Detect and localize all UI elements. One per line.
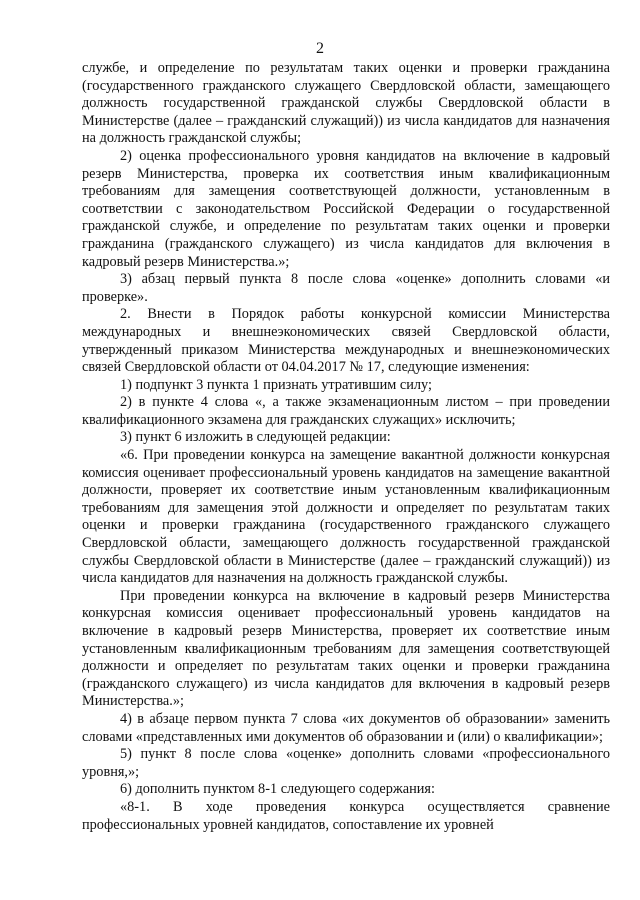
paragraph-continuation: службе, и определение по результатам таких оценки и проверки гражданина (государственного гражданского служащего Свердловской области, замещающего должность государственной гражданской службы Свердловской области в Министерстве (далее – гражданский служащий)) из числа кандидатов для назначения на должность гражданской службы; xyxy=(82,60,610,147)
paragraph-subitem-2: 2) в пункте 4 слова «, а также экзаменационным листом – при проведении квалификационного экзамена для гражданских служащих» исключить; xyxy=(82,394,610,428)
page-number: 2 xyxy=(316,40,324,57)
paragraph-subitem-1: 1) подпункт 3 пункта 1 признать утратившим силу; xyxy=(120,376,432,393)
paragraph-subitem-3: 3) пункт 6 изложить в следующей редакции: xyxy=(120,429,391,446)
paragraph-subitem-5: 5) пункт 8 после слова «оценке» дополнить словами «профессионального уровня,»; xyxy=(82,746,610,780)
document-body xyxy=(82,60,610,834)
paragraph-reserve-competition: При проведении конкурса на включение в кадровый резерв Министерства конкурсная комиссия оценивает профессиональный уровень кандидатов на включение в кадровый резерв Министерства, проверяет их соответствие иным установленным квалификационным требованиям для замещения соответствующей должности и определяет по результатам таких оценки и проверки гражданина (гражданского служащего) из числа кандидатов для включения в кадровый резерв Министерства.»; xyxy=(82,587,610,710)
paragraph-item-2-assessment: 2) оценка профессионального уровня кандидатов на включение в кадровый резерв Министерства, проверка их соответствия иным квалификационным требованиям для замещения соответствующей должности, установленным в соответствии с законодательством Российской Федерации о государственной гражданской службе, и определение по результатам таких оценки и проверки гражданина (гражданского служащего) из числа кандидатов для включения в кадровый резерв Министерства.»; xyxy=(82,147,610,270)
paragraph-subitem-6: 6) дополнить пунктом 8-1 следующего содержания: xyxy=(120,781,435,798)
paragraph-section-2: 2. Внести в Порядок работы конкурсной комиссии Министерства международных и внешнеэкономических связей Свердловской области, утвержденный приказом Министерства международных и внешнеэкономических связей Свердловской области от 04.04.2017 № 17, следующие изменения: xyxy=(82,306,610,376)
paragraph-item-3-amendment: 3) абзац первый пункта 8 после слова «оценке» дополнить словами «и проверке». xyxy=(82,271,610,305)
paragraph-point-8-1: «8-1. В ходе проведения конкурса осуществляется сравнение профессиональных уровней кандидатов, сопоставление их уровней xyxy=(82,798,610,833)
paragraph-subitem-4: 4) в абзаце первом пункта 7 слова «их документов об образовании» заменить словами «представленных ими документов об образовании и (или) о квалификации»; xyxy=(82,710,610,745)
paragraph-point-6-text: «6. При проведении конкурса на замещение вакантной должности конкурсная комиссия оценивает профессиональный уровень кандидатов на замещение вакантной должности, проверяет их соответствие иным установленным квалификационным требованиям для замещения этой должности и определяет по результатам таких оценки и проверки гражданина (государственного гражданского служащего Свердловской области, замещающего должность государственной гражданской службы Свердловской области в Министерстве (далее – гражданский служащий)) из числа кандидатов для назначения на должность гражданской службы. xyxy=(82,447,610,587)
